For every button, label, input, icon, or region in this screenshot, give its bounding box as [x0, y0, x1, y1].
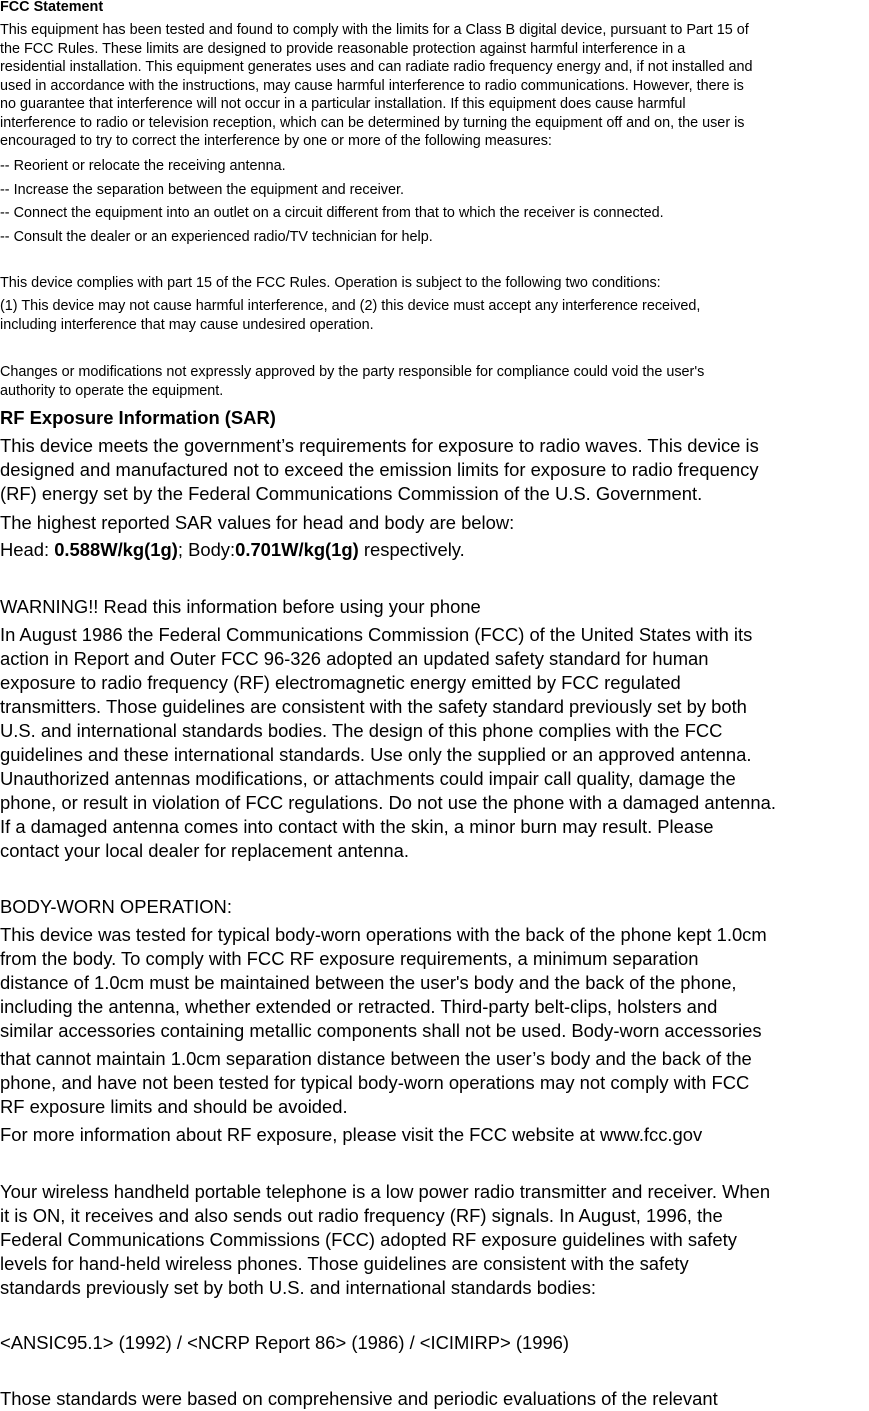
body-worn-line: distance of 1.0cm must be maintained between the user's body and the back of the phone, — [0, 972, 737, 993]
fcc-changes-paragraph — [0, 363, 704, 400]
body-worn-line: that cannot maintain 1.0cm separation distance between the user’s body and the back of the — [0, 1048, 752, 1069]
sar-values-line — [0, 538, 465, 562]
warning-line: Unauthorized antennas modifications, or attachments could impair call quality, damage the — [0, 768, 736, 789]
body-worn-line: This device was tested for typical body-worn operations with the back of the phone kept 1.0cm — [0, 924, 767, 945]
fcc-intro-line: no guarantee that interference will not occur in a particular installation. If this equipment does cause harmful — [0, 96, 686, 112]
fcc-conditions-line: including interference that may cause undesired operation. — [0, 316, 374, 333]
rf-intro-line: designed and manufactured not to exceed the emission limits for exposure to radio frequency — [0, 459, 759, 480]
rf-intro-paragraph — [0, 434, 759, 506]
rf-intro-line: (RF) energy set by the Federal Communications Commission of the U.S. Government. — [0, 483, 703, 504]
fcc-measure-item: -- Increase the separation between the equipment and receiver. — [0, 182, 404, 198]
warning-line: guidelines and these international standards. Use only the supplied or an approved antenna. — [0, 744, 752, 765]
fcc-intro-line: encouraged to try to correct the interference by one or more of the following measures: — [0, 133, 552, 149]
warning-line: contact your local dealer for replacement antenna. — [0, 840, 409, 861]
handheld-line: levels for hand-held wireless phones. Those guidelines are consistent with the safety — [0, 1253, 689, 1274]
sar-suffix: respectively. — [358, 539, 465, 560]
body-worn-line: RF exposure limits and should be avoided. — [0, 1096, 348, 1117]
warning-line: In August 1986 the Federal Communications Commission (FCC) of the United States with its — [0, 624, 753, 645]
fcc-measure-item: -- Connect the equipment into an outlet on a circuit different from that to which the receiver is connected. — [0, 205, 664, 221]
fcc-measure-item: -- Reorient or relocate the receiving antenna. — [0, 158, 286, 174]
sar-head-label: Head: — [0, 539, 55, 560]
body-worn-heading: BODY-WORN OPERATION: — [0, 896, 232, 917]
fcc-changes-line: authority to operate the equipment. — [0, 382, 224, 399]
rf-intro-line: This device meets the government’s requirements for exposure to radio waves. This device is — [0, 435, 759, 456]
handheld-line: Federal Communications Commissions (FCC) adopted RF exposure guidelines with safety — [0, 1229, 737, 1250]
handheld-line: it is ON, it receives and also sends out radio frequency (RF) signals. In August, 1996, the — [0, 1205, 723, 1226]
sar-head-value: 0.588W/kg(1g) — [54, 539, 178, 560]
fcc-conditions-paragraph — [0, 297, 700, 334]
warning-line: U.S. and international standards bodies. The design of this phone complies with the FCC — [0, 720, 723, 741]
fcc-intro-line: This equipment has been tested and found to comply with the limits for a Class B digital device, pursuant to Part 15 of — [0, 22, 749, 38]
fcc-measure-item: -- Consult the dealer or an experienced radio/TV technician for help. — [0, 229, 433, 245]
body-worn-line: phone, and have not been tested for typical body-worn operations may not comply with FCC — [0, 1072, 750, 1093]
body-worn-line: including the antenna, whether extended or retracted. Third-party belt-clips, holsters and — [0, 996, 718, 1017]
closing-line: Those standards were based on comprehensive and periodic evaluations of the relevant — [0, 1388, 718, 1409]
rf-exposure-heading: RF Exposure Information (SAR) — [0, 407, 276, 428]
fcc-intro-line: used in accordance with the instructions, may cause harmful interference to radio communications. However, there is — [0, 77, 744, 94]
sar-intro: The highest reported SAR values for head and body are below: — [0, 512, 515, 533]
sar-body-value: 0.701W/kg(1g) — [235, 539, 359, 560]
warning-line: phone, or result in violation of FCC regulations. Do not use the phone with a damaged antenna. — [0, 792, 776, 813]
body-worn-paragraph-a — [0, 923, 767, 1043]
handheld-line: Your wireless handheld portable telephone is a low power radio transmitter and receiver. When — [0, 1181, 771, 1202]
fcc-intro-paragraph — [0, 21, 753, 151]
warning-heading: WARNING!! Read this information before using your phone — [0, 596, 481, 617]
fcc-intro-line: interference to radio or television reception, which can be determined by turning the equipment off and on, the user is — [0, 114, 745, 131]
warning-line: action in Report and Outer FCC 96-326 adopted an updated safety standard for human — [0, 648, 709, 669]
warning-paragraph — [0, 623, 776, 863]
fcc-intro-line: residential installation. This equipment generates uses and can radiate radio frequency energy and, if not installed and — [0, 59, 753, 75]
body-worn-paragraph-b — [0, 1047, 752, 1119]
body-worn-line: similar accessories containing metallic components shall not be used. Body-worn accessories — [0, 1020, 762, 1041]
handheld-line: standards previously set by both U.S. and international standards bodies: — [0, 1277, 597, 1298]
fcc-more-info: For more information about RF exposure, please visit the FCC website at www.fcc.gov — [0, 1124, 703, 1145]
fcc-intro-line: the FCC Rules. These limits are designed to provide reasonable protection against harmful interference in a — [0, 40, 686, 57]
body-worn-line: from the body. To comply with FCC RF exposure requirements, a minimum separation — [0, 948, 699, 969]
sar-separator: ; Body: — [177, 539, 236, 560]
standards-list: <ANSIC95.1> (1992) / <NCRP Report 86> (1986) / <ICIMIRP> (1996) — [0, 1332, 570, 1353]
warning-line: exposure to radio frequency (RF) electromagnetic energy emitted by FCC regulated — [0, 672, 681, 693]
warning-line: transmitters. Those guidelines are consistent with the safety standard previously set by both — [0, 696, 747, 717]
fcc-part15-statement: This device complies with part 15 of the FCC Rules. Operation is subject to the following two conditions: — [0, 275, 661, 291]
fcc-statement-heading: FCC Statement — [0, 0, 104, 15]
fcc-changes-line: Changes or modifications not expressly approved by the party responsible for compliance could void the user's — [0, 364, 705, 380]
handheld-paragraph — [0, 1180, 770, 1300]
warning-line: If a damaged antenna comes into contact with the skin, a minor burn may result. Please — [0, 816, 714, 837]
fcc-conditions-line: (1) This device may not cause harmful interference, and (2) this device must accept any interference received, — [0, 298, 701, 314]
